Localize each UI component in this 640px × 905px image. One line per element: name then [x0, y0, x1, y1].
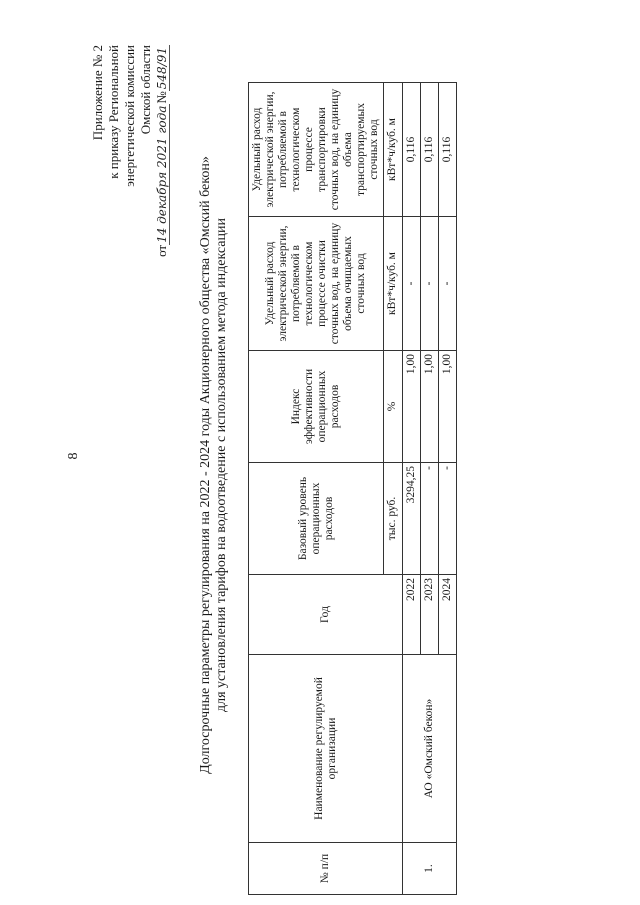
unit-energy-transport: кВт*ч/куб. м — [384, 83, 403, 217]
unit-efficiency-index: % — [384, 351, 403, 463]
base-opex-cell: - — [421, 463, 439, 575]
header-efficiency-index: Индекс эффективности операционных расходов — [249, 351, 384, 463]
efficiency-index-cell: 1,00 — [439, 351, 457, 463]
regulation-parameters-table — [248, 82, 457, 895]
energy-cleaning-cell: - — [421, 217, 439, 351]
org-name: АО «Омский бекон» — [403, 655, 457, 843]
title-line-1: Долгосрочные параметры регулирования на 2022 - 2024 годы Акционерного общества «Омский бекон» — [198, 156, 213, 774]
year-cell: 2024 — [439, 575, 457, 655]
org-number: 1. — [403, 843, 457, 895]
header-number: № п/п — [249, 843, 403, 895]
energy-transport-cell: 0,116 — [421, 83, 439, 217]
handwritten-number: 548/91 — [155, 47, 169, 90]
year-cell: 2022 — [403, 575, 421, 655]
appendix-line-1: Приложение № 2 — [90, 45, 105, 141]
table-header-row — [249, 83, 384, 895]
appendix-line-4: Омской области — [138, 45, 153, 135]
energy-transport-cell: 0,116 — [403, 83, 421, 217]
unit-energy-cleaning: кВт*ч/куб. м — [384, 217, 403, 351]
handwritten-date: 14 декабря 2021 года — [155, 105, 169, 243]
base-opex-cell: 3294,25 — [403, 463, 421, 575]
header-energy-transport: Удельный расход электрической энергии, потребляемой в технологическом процессе транспортировки сточных вод, на единицу объема транспортируемых сточных вод — [249, 83, 384, 217]
date-prefix: от — [154, 244, 169, 257]
order-date-line — [154, 45, 170, 305]
title-line-2: для установления тарифов на водоотведение с использованием метода индексации — [214, 218, 229, 712]
efficiency-index-cell: 1,00 — [403, 351, 421, 463]
efficiency-index-cell: 1,00 — [421, 351, 439, 463]
header-energy-cleaning: Удельный расход электрической энергии, потребляемой в технологическом процессе очистки сточных вод, на единицу объема очищаемых сточных вод — [249, 217, 384, 351]
appendix-line-2: к приказу Региональной — [106, 45, 121, 179]
base-opex-cell: - — [439, 463, 457, 575]
header-base-opex: Базовый уровень операционных расходов — [249, 463, 384, 575]
header-org-name: Наименование регулируемой организации — [249, 655, 403, 843]
unit-base-opex: тыс. руб. — [384, 463, 403, 575]
page-number: 8 — [66, 452, 81, 460]
document-title — [198, 25, 230, 905]
energy-transport-cell: 0,116 — [439, 83, 457, 217]
table-row — [403, 83, 421, 895]
energy-cleaning-cell: - — [439, 217, 457, 351]
appendix-header — [90, 45, 170, 305]
appendix-line-3: энергетической комиссии — [122, 45, 137, 187]
energy-cleaning-cell: - — [403, 217, 421, 351]
year-cell: 2023 — [421, 575, 439, 655]
number-prefix: № — [154, 91, 169, 104]
rotated-document-sheet — [80, 25, 620, 905]
header-year: Год — [249, 575, 403, 655]
